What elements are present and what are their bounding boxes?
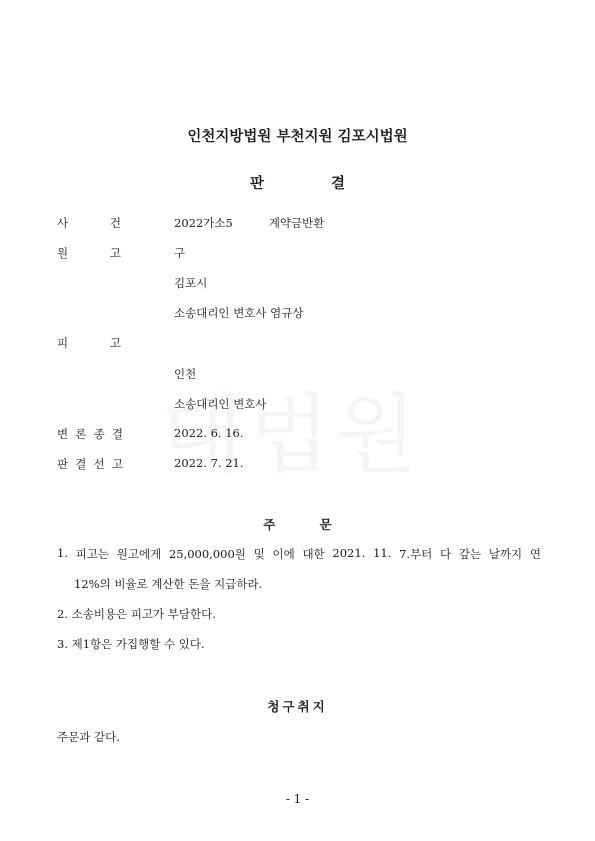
order-item-2: 2. 소송비용은 피고가 부담한다.: [57, 607, 216, 621]
judgment-date-label-char: 고: [111, 457, 123, 471]
order-word: 1.: [57, 546, 68, 560]
plaintiff-name: 구: [174, 246, 186, 260]
judgment-date-label-char: 결: [75, 457, 87, 471]
document-title: 판 결: [249, 176, 346, 192]
plaintiff-address: 김포시: [174, 276, 208, 290]
order-word: 25,000,000원: [168, 547, 246, 561]
hearing-closed-label-char: 변: [57, 427, 69, 441]
defendant-label-char: 고: [109, 336, 121, 350]
plaintiff-label-char: 원: [57, 246, 69, 260]
plaintiff-label: [57, 245, 121, 261]
defendant-address: 인천: [174, 367, 197, 381]
order-word: 갚는: [458, 547, 482, 561]
order-word: 대한: [302, 547, 325, 561]
judgment-date: 2022. 7. 21.: [174, 456, 244, 470]
order-word: 11.: [373, 546, 392, 560]
order-word: 이에: [272, 547, 295, 561]
order-title: 주 문: [263, 517, 332, 532]
case-name: 계약금반환: [268, 216, 325, 230]
order-word: 날까지: [488, 547, 523, 561]
defendant-label-char: 피: [57, 336, 69, 350]
order-word: 피고는: [75, 547, 110, 561]
case-label: [57, 215, 121, 231]
order-word: 원고에게: [116, 547, 162, 561]
defendant-label: [57, 335, 121, 351]
case-number: 2022가소5: [174, 216, 233, 230]
order-item-1-line-2: 12%의 비율로 계산한 돈을 지급하라.: [74, 577, 263, 591]
hearing-closed-label-char: 결: [111, 427, 123, 441]
court-name: 인천지방법원 부천지원 김포시법원: [187, 129, 408, 145]
page-number: - 1 -: [285, 792, 310, 806]
hearing-closed-date: 2022. 6. 16.: [174, 426, 244, 440]
hearing-closed-label: [57, 426, 123, 442]
plaintiff-label-char: 고: [109, 246, 121, 260]
judgment-date-label: [57, 456, 123, 472]
case-value: [174, 215, 324, 231]
case-label-char: 건: [109, 216, 121, 230]
claim-title: 청구취지: [267, 699, 328, 714]
hearing-closed-label-char: 종: [93, 427, 105, 441]
hearing-closed-label-char: 론: [75, 427, 87, 441]
order-word: 및: [253, 547, 265, 561]
defendant-attorney: 소송대리인 변호사: [174, 397, 267, 411]
plaintiff-attorney: 소송대리인 변호사 염규상: [174, 306, 304, 320]
order-item-1-line-1: [57, 546, 541, 562]
order-word: 2021.: [332, 546, 366, 560]
order-word: 다: [440, 547, 452, 561]
order-item-3: 3. 제1항은 가집행할 수 있다.: [57, 637, 205, 651]
order-word: 연: [529, 547, 541, 561]
order-word: 7.부터: [399, 547, 433, 561]
judgment-date-label-char: 선: [93, 457, 105, 471]
claim-text: 주문과 같다.: [57, 730, 120, 744]
case-label-char: 사: [57, 216, 69, 230]
judgment-date-label-char: 판: [57, 457, 69, 471]
